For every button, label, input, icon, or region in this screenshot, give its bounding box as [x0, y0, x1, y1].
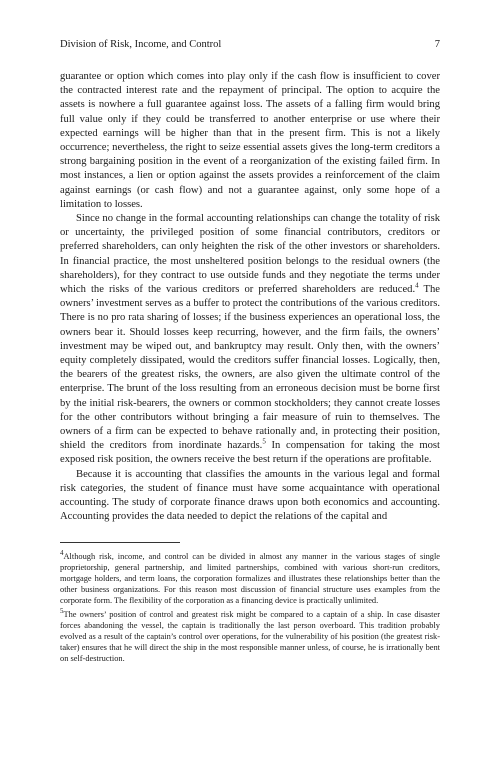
paragraph-2-part-c: In compensation for taking the most exposed risk position, the owners receive the best return if the operations are profitable. — [60, 440, 441, 466]
footnote-ref-5[interactable]: 5 — [262, 437, 266, 446]
paragraph-1: guarantee or option which comes into play only if the cash flow is insufficient to cover the contracted interest rate and the repayment of principal. The option to acquire the assets is nowhere a full guarantee against loss. The assets of a falling firm would bring full value only if they could be transferred to another enterprise or use where their expected earnings will be higher than that in the present firm. This is not a likely occurrence; nevertheless, the right to seize essential assets gives the long-term creditors a strong bargaining position in the event of a reorganization of the existing failed firm. In most instances, a lien or option against the assets provides a reinforcement of the claim against earnings (or cash flow) and not a guarantee against, only some hope of a limitation to losses. — [60, 71, 440, 210]
page — [60, 38, 440, 667]
running-header — [60, 38, 440, 52]
paragraph-2-part-b: The owners’ investment serves as a buffer to protect the contributions of the various creditors. There is no pro rata sharing of losses; if the business experiences an operational loss, the owners bear it. Should losses keep recurring, however, and the firm fails, the owners’ investment may be wiped out, and bankruptcy may result. Only then, with the owners’ equity completely dissipated, would the creditors suffer financial losses. Logically, then, the bearers of the greatest risks, the owners, are also given the ultimate control of the enterprise. The brunt of the loss resulting from an erroneous decision must be borne first by the initial risk-bearers, the owners or common stockholders; they cannot create losses for the other contributors without bringing a fair measure of ruin to themselves. The owners of a firm can be expected to behave rationally and, in protecting their position, shield the creditors from inordinate hazards. — [60, 284, 440, 452]
page-number: 7 — [434, 39, 440, 50]
running-title: Division of Risk, Income, and Control — [60, 39, 222, 50]
paragraph-2-part-a: Since no change in the formal accounting relationships can change the totality of risk or uncertainty, the privileged position of some financial contributors, creditors or preferred shareholders, can only heighten the risk of the other investors or shareholders. In financial practice, the most unsheltered position belongs to the residual owners (the shareholders), for they contract to use outside funds and they negotiate the terms under which the risks of the various creditors or preferred shareholders are reduced. — [60, 213, 440, 296]
footnote-4-text: Although risk, income, and control can be divided in almost any manner in the various stages of single proprietorship, general partnership, and limited partnerships, combined with various short-run creditors, mortgage holders, and term loans, the corporation formalizes and illustrates these relationships better than the other business organizations. For this reason most discussion of financial structure uses examples from the corporate form. The flexibility of the corporation as a financing device is practically unlimited. — [60, 551, 440, 606]
footnotes — [60, 548, 440, 665]
footnote-divider — [60, 542, 180, 543]
body-text — [60, 70, 440, 525]
paragraph-3: Because it is accounting that classifies the amounts in the various legal and formal risk categories, the student of finance must have some acquaintance with operational accounting. The study of corporate finance draws upon both economics and accounting. Accounting provides the data needed to depict the relations of the capital and — [60, 468, 440, 523]
footnote-5-mark: 5 — [60, 606, 64, 615]
footnote-ref-4[interactable]: 4 — [415, 281, 419, 290]
footnote-4 — [60, 548, 440, 607]
footnote-5 — [60, 606, 440, 665]
footnote-4-mark: 4 — [60, 548, 64, 557]
paragraph-2 — [60, 212, 440, 468]
footnote-5-text: The owners’ position of control and greatest risk might be compared to a captain of a ship. In case disaster forces abandoning the vessel, the captain is traditionally the last person overboard. This tradition probably evolved as a result of the captain’s control over operations, for the vulnerability of his position (the greatest risk-taker) ensures that he will direct the ship in the most responsible manner unless, of course, he is irrationally bent on self-destruction. — [60, 609, 440, 664]
